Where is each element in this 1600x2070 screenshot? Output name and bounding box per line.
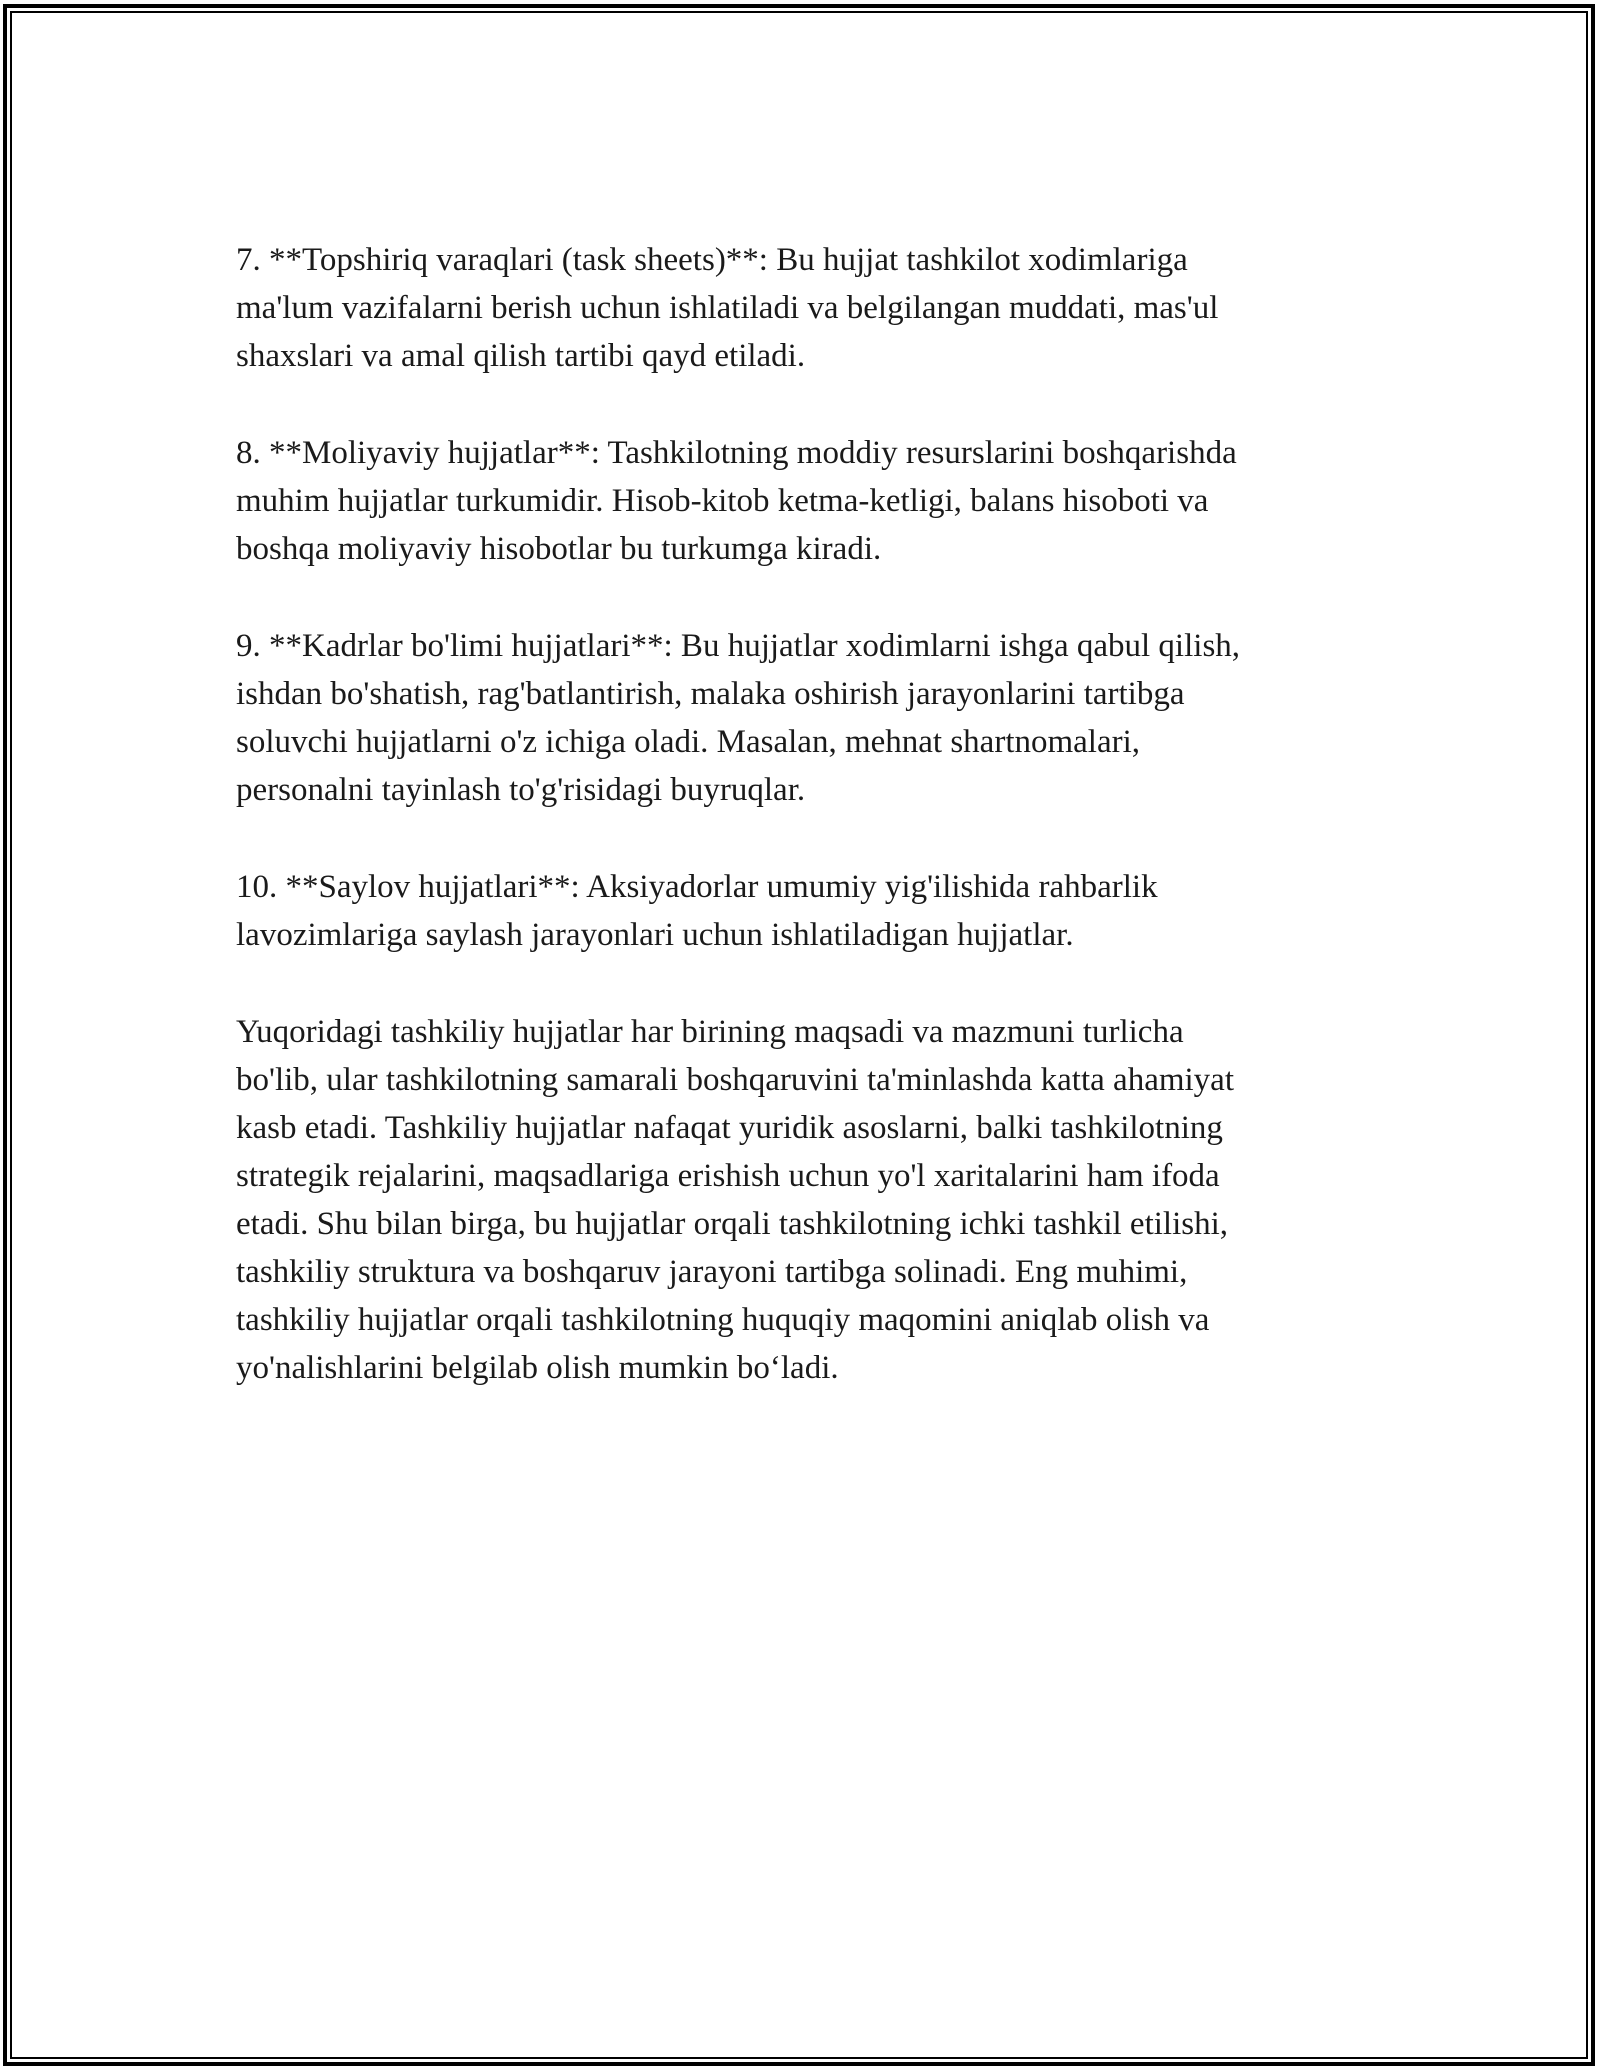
text-line: personalni tayinlash to'g'risidagi buyruqlar. <box>236 772 806 808</box>
text-line: soluvchi hujjatlarni o'z ichiga oladi. Masalan, mehnat shartnomalari, <box>236 724 1141 760</box>
paragraph-task-sheets <box>236 236 1376 380</box>
text-line: tashkiliy hujjatlar orqali tashkilotning huquqiy maqomini aniqlab olish va <box>236 1302 1210 1338</box>
text-line: shaxslari va amal qilish tartibi qayd etiladi. <box>236 338 806 374</box>
paragraph-election-documents <box>236 863 1376 959</box>
text-line: strategik rejalarini, maqsadlariga erishish uchun yo'l xaritalarini ham ifoda <box>236 1158 1220 1194</box>
text-line: boshqa moliyaviy hisobotlar bu turkumga kiradi. <box>236 531 882 567</box>
text-line: kasb etadi. Tashkiliy hujjatlar nafaqat yuridik asoslarni, balki tashkilotning <box>236 1110 1223 1146</box>
paragraph-financial-documents <box>236 429 1376 573</box>
text-line: Yuqoridagi tashkiliy hujjatlar har birining maqsadi va mazmuni turlicha <box>236 1014 1184 1050</box>
paragraph-conclusion <box>236 1008 1376 1392</box>
paragraph-hr-documents <box>236 622 1376 814</box>
text-line: tashkiliy struktura va boshqaruv jarayoni tartibga solinadi. Eng muhimi, <box>236 1254 1188 1290</box>
text-line: ishdan bo'shatish, rag'batlantirish, malaka oshirish jarayonlarini tartibga <box>236 676 1185 712</box>
text-line: 8. **Moliyaviy hujjatlar**: Tashkilotning moddiy resurslarini boshqarishda <box>236 435 1237 471</box>
text-line: 9. **Kadrlar bo'limi hujjatlari**: Bu hujjatlar xodimlarni ishga qabul qilish, <box>236 628 1241 664</box>
text-line: bo'lib, ular tashkilotning samarali boshqaruvini ta'minlashda katta ahamiyat <box>236 1062 1234 1098</box>
text-line: 10. **Saylov hujjatlari**: Aksiyadorlar umumiy yig'ilishida rahbarlik <box>236 869 1158 905</box>
text-line: yo'nalishlarini belgilab olish mumkin bo‘ladi. <box>236 1350 839 1386</box>
text-line: lavozimlariga saylash jarayonlari uchun ishlatiladigan hujjatlar. <box>236 917 1074 953</box>
text-line: ma'lum vazifalarni berish uchun ishlatiladi va belgilangan muddati, mas'ul <box>236 290 1219 326</box>
text-line: muhim hujjatlar turkumidir. Hisob-kitob ketma-ketligi, balans hisoboti va <box>236 483 1209 519</box>
text-line: etadi. Shu bilan birga, bu hujjatlar orqali tashkilotning ichki tashkil etilishi, <box>236 1206 1228 1242</box>
document-body <box>236 236 1376 1441</box>
text-line: 7. **Topshiriq varaqlari (task sheets)**: Bu hujjat tashkilot xodimlariga <box>236 242 1188 278</box>
